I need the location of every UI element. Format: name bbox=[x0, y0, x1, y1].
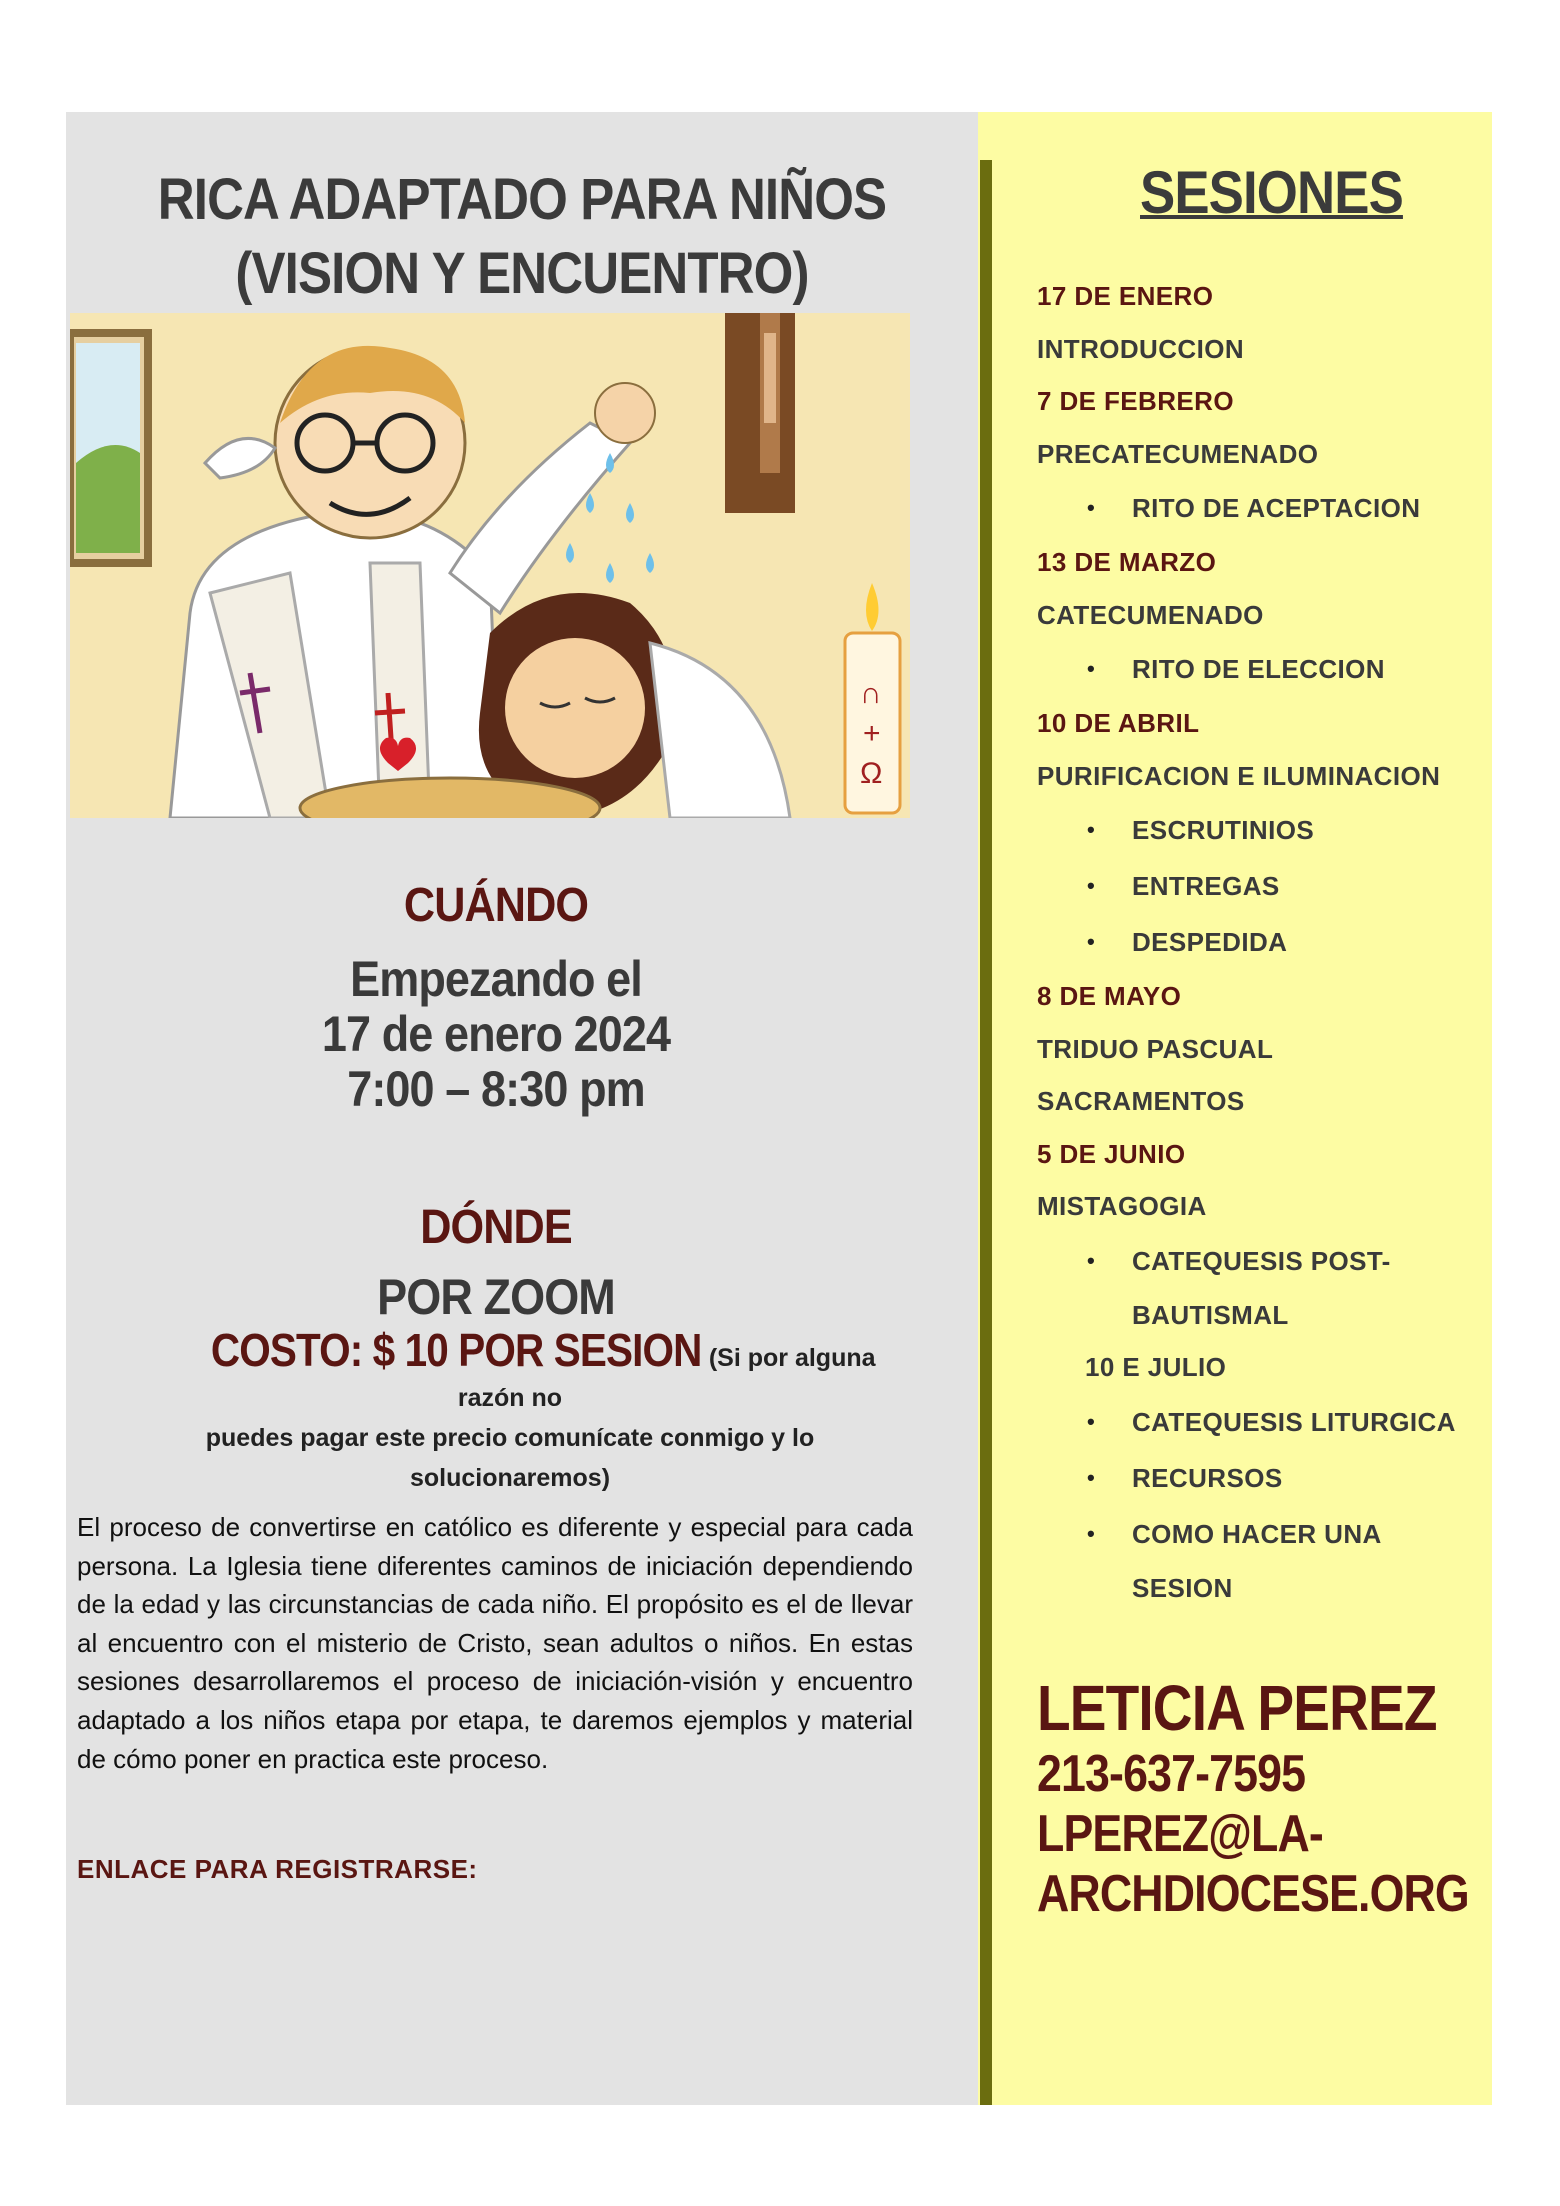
contact-phone[interactable]: 213-637-7595 bbox=[1037, 1745, 1306, 1803]
session-date: 17 DE ENERO bbox=[1037, 281, 1214, 311]
cost-label: COSTO: $ 10 POR SESION bbox=[211, 1324, 702, 1376]
bullet-icon: • bbox=[1087, 656, 1096, 681]
session-subitem: • RITO DE ACEPTACION bbox=[1037, 480, 1487, 536]
baptism-illustration bbox=[70, 313, 910, 818]
bullet-icon: • bbox=[1087, 817, 1096, 842]
contact-email-line-1[interactable]: LPEREZ@LA- bbox=[1037, 1805, 1323, 1863]
column-divider bbox=[980, 160, 992, 2105]
session-subitem: • DESPEDIDA bbox=[1037, 914, 1487, 970]
session-stage: TRIDUO PASCUAL bbox=[1037, 1033, 1274, 1064]
session-subitem: • COMO HACER UNA bbox=[1037, 1506, 1487, 1562]
flyer-title-line-2: (VISION Y ENCUENTRO) bbox=[235, 241, 809, 306]
session-date: 10 E JULIO bbox=[1085, 1352, 1227, 1382]
bullet-icon: • bbox=[1087, 1408, 1096, 1434]
session-stage: INTRODUCCION bbox=[1037, 333, 1245, 364]
session-date: 10 DE ABRIL bbox=[1037, 708, 1200, 738]
bullet-icon: • bbox=[1087, 1520, 1096, 1546]
description-paragraph: El proceso de convertirse en católico es diferente y especial para cada persona. La Iglesia tiene diferentes caminos de iniciación dependiendo de la edad y las circunstancias de cada niño. El propósito es el de llevar al encuentro con el misterio de Cristo, sean adultos o niños. En estas sesiones desarrollaremos el proceso de iniciación-visión y encuentro adaptado a los niños etapa por etapa, te daremos ejemplos y material de cómo poner en practica este proceso. bbox=[77, 1512, 913, 1774]
session-subitem: • RITO DE ELECCION bbox=[1037, 641, 1487, 697]
contact-email-line-2[interactable]: ARCHDIOCESE.ORG bbox=[1037, 1865, 1469, 1923]
contact-block bbox=[1037, 1672, 1469, 1924]
register-link-label: ENLACE PARA REGISTRARSE: bbox=[77, 1854, 478, 1884]
session-date: 5 DE JUNIO bbox=[1037, 1138, 1186, 1169]
session-stage: PURIFICACION E ILUMINACION bbox=[1037, 760, 1441, 791]
when-line-1: Empezando el bbox=[350, 951, 642, 1007]
session-stage: CATECUMENADO bbox=[1037, 599, 1264, 630]
bullet-icon: • bbox=[1087, 495, 1096, 520]
bullet-icon: • bbox=[1087, 1464, 1096, 1490]
session-date: 7 DE FEBRERO bbox=[1037, 386, 1234, 416]
where-value: POR ZOOM bbox=[377, 1269, 615, 1325]
session-date: 13 DE MARZO bbox=[1037, 547, 1217, 577]
session-subitem: • CATEQUESIS POST- bbox=[1037, 1233, 1487, 1289]
flyer-title-line-1: RICA ADAPTADO PARA NIÑOS bbox=[157, 167, 887, 232]
session-date: 8 DE MAYO bbox=[1037, 981, 1182, 1011]
when-date: 17 de enero 2024 bbox=[321, 1006, 671, 1062]
contact-name: LETICIA PEREZ bbox=[1037, 1672, 1437, 1744]
cost-note-line-1: (Si por alguna razón no bbox=[457, 1344, 876, 1412]
cost-block bbox=[110, 1324, 910, 1498]
session-subitem: • CATEQUESIS LITURGICA bbox=[1037, 1394, 1487, 1450]
when-time: 7:00 – 8:30 pm bbox=[347, 1061, 645, 1117]
session-subitem-continued: SESION bbox=[1132, 1572, 1233, 1603]
bullet-icon: • bbox=[1087, 929, 1096, 954]
session-subitem: • RECURSOS bbox=[1037, 1450, 1487, 1506]
svg-text:+: + bbox=[863, 717, 881, 750]
session-subitem: • ESCRUTINIOS bbox=[1037, 802, 1487, 858]
session-subitem: • ENTREGAS bbox=[1037, 858, 1487, 914]
session-subitem-continued: BAUTISMAL bbox=[1132, 1299, 1289, 1330]
bullet-icon: • bbox=[1087, 873, 1096, 898]
sessions-title: SESIONES bbox=[1140, 159, 1403, 226]
svg-text:∩: ∩ bbox=[860, 677, 882, 710]
session-stage: SACRAMENTOS bbox=[1037, 1086, 1245, 1116]
when-heading: CUÁNDO bbox=[403, 879, 589, 932]
bullet-icon: • bbox=[1087, 1247, 1096, 1273]
where-heading: DÓNDE bbox=[420, 1201, 572, 1254]
cost-note-line-2: puedes pagar este precio comunícate conmigo y lo bbox=[205, 1424, 815, 1452]
session-list bbox=[1037, 270, 1487, 1614]
svg-text:Ω: Ω bbox=[860, 757, 883, 790]
session-stage: PRECATECUMENADO bbox=[1037, 438, 1319, 469]
session-stage: MISTAGOGIA bbox=[1037, 1191, 1207, 1221]
cost-note-line-3: solucionaremos) bbox=[409, 1464, 611, 1492]
